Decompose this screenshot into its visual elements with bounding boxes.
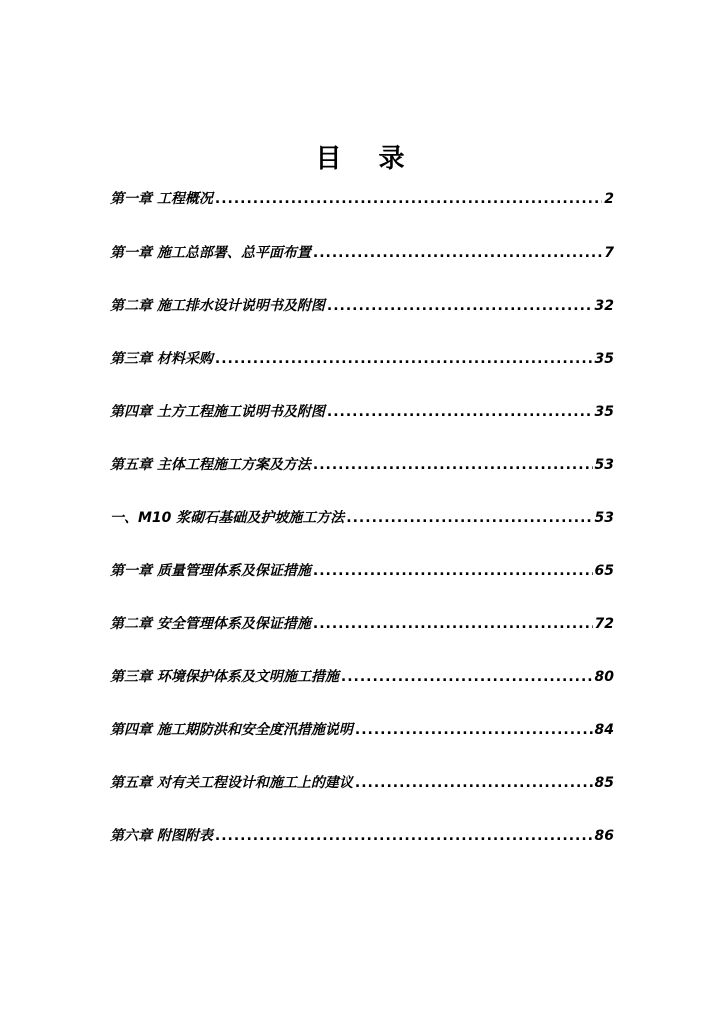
toc-dot-leader	[313, 563, 593, 579]
toc-list	[110, 188, 614, 878]
toc-entry-label: 第四章 施工期防洪和安全度汛措施说明	[110, 722, 353, 738]
toc-dot-leader	[215, 828, 593, 844]
toc-dot-leader	[313, 616, 593, 632]
toc-entry[interactable]	[110, 825, 614, 878]
toc-entry-page: 7	[604, 245, 614, 261]
toc-entry-page: 86	[594, 828, 614, 844]
toc-entry-page: 2	[604, 191, 614, 207]
toc-dot-leader	[215, 191, 602, 207]
toc-entry-label: 第四章 土方工程施工说明书及附图	[110, 404, 325, 420]
toc-entry-page: 32	[594, 298, 614, 314]
toc-entry-page: 85	[594, 775, 614, 791]
toc-title: 目 录	[315, 144, 419, 174]
toc-entry-page: 35	[594, 404, 614, 420]
toc-entry-label: 第一章 施工总部署、总平面布置	[110, 245, 311, 261]
toc-entry-label: 第一章 工程概况	[110, 191, 213, 207]
toc-entry-label: 第五章 主体工程施工方案及方法	[110, 457, 311, 473]
toc-entry[interactable]	[110, 188, 614, 242]
toc-entry[interactable]	[110, 242, 614, 295]
toc-entry-label: 第六章 附图附表	[110, 828, 213, 844]
toc-entry[interactable]	[110, 348, 614, 401]
toc-dot-leader	[346, 510, 592, 526]
toc-entry[interactable]	[110, 772, 614, 825]
toc-dot-leader	[313, 457, 593, 473]
toc-entry-page: 35	[594, 351, 614, 367]
toc-entry[interactable]	[110, 560, 614, 613]
toc-entry-page: 80	[594, 669, 614, 685]
toc-entry-page: 53	[594, 457, 614, 473]
toc-entry[interactable]	[110, 613, 614, 666]
toc-entry-page: 84	[594, 722, 614, 738]
toc-entry[interactable]	[110, 295, 614, 348]
toc-entry-label: 第二章 施工排水设计说明书及附图	[110, 298, 325, 314]
toc-entry[interactable]	[110, 454, 614, 507]
toc-entry-label: 第五章 对有关工程设计和施工上的建议	[110, 775, 353, 791]
toc-dot-leader	[327, 404, 593, 420]
toc-entry[interactable]	[110, 719, 614, 772]
toc-entry-page: 65	[594, 563, 614, 579]
toc-entry-page: 72	[594, 616, 614, 632]
toc-dot-leader	[327, 298, 593, 314]
toc-entry-label: 第三章 环境保护体系及文明施工措施	[110, 669, 339, 685]
toc-entry-page: 53	[594, 510, 614, 526]
toc-entry-label: 第一章 质量管理体系及保证措施	[110, 563, 311, 579]
toc-entry-label: 一、M10 浆砌石基础及护坡施工方法	[110, 510, 345, 526]
toc-entry-label: 第二章 安全管理体系及保证措施	[110, 616, 311, 632]
toc-dot-leader	[341, 669, 593, 685]
toc-entry[interactable]	[110, 666, 614, 719]
toc-dot-leader	[355, 775, 593, 791]
toc-entry[interactable]	[110, 507, 614, 560]
toc-entry[interactable]	[110, 401, 614, 454]
toc-entry-label: 第三章 材料采购	[110, 351, 213, 367]
toc-dot-leader	[355, 722, 593, 738]
toc-dot-leader	[313, 245, 602, 261]
toc-dot-leader	[215, 351, 593, 367]
